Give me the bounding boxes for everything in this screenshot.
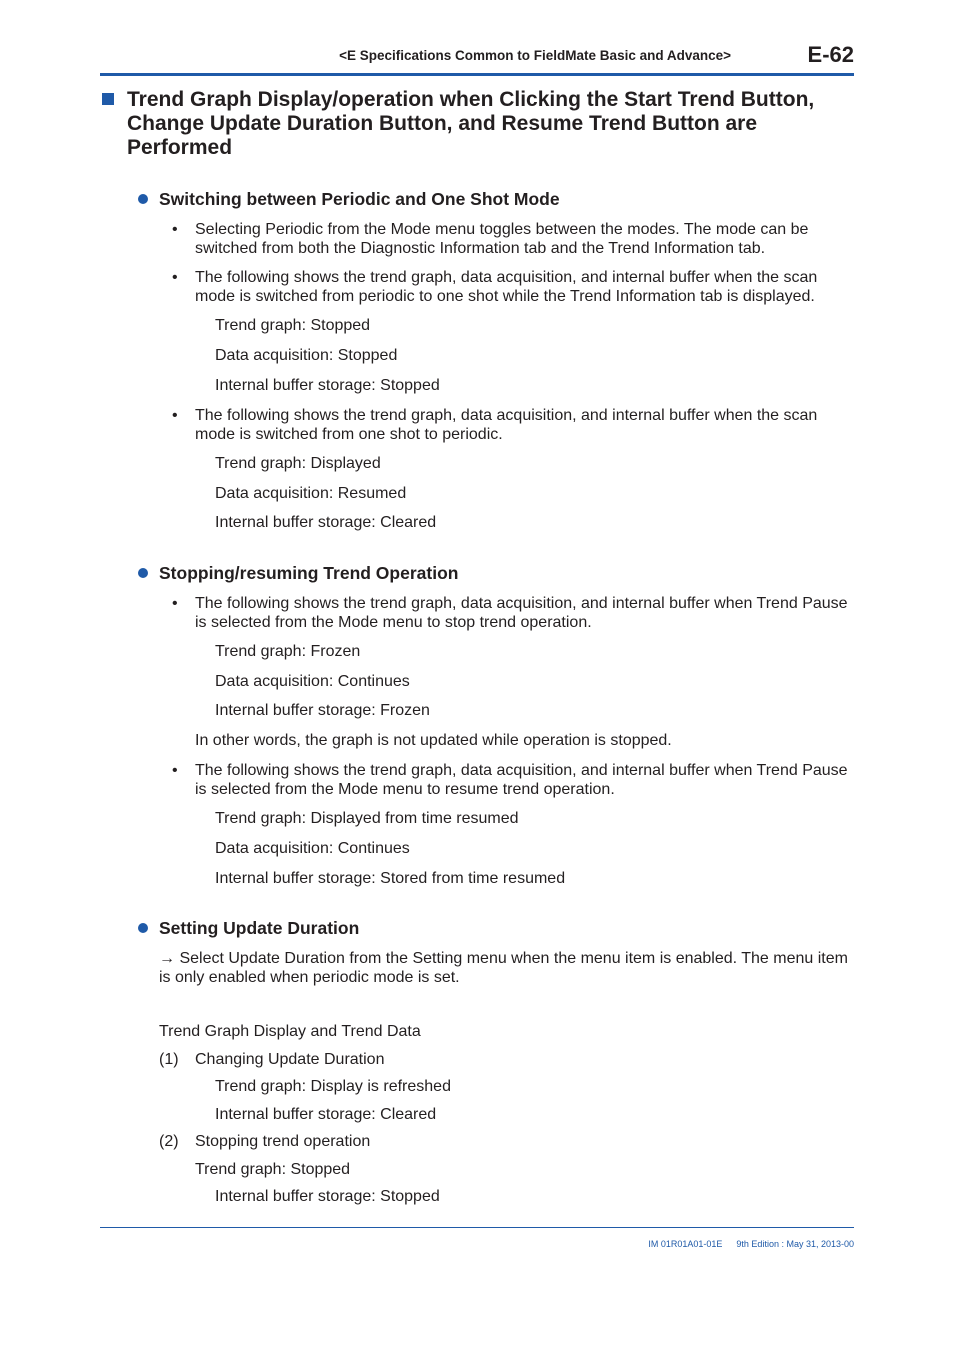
subsection-title-switching: Switching between Periodic and One Shot Mode <box>159 189 560 209</box>
item-number: (2) <box>159 1133 179 1150</box>
bullet-icon: • <box>172 595 178 612</box>
status-line: Trend graph: Displayed from time resumed <box>215 810 519 827</box>
paragraph: The following shows the trend graph, data acquisition, and internal buffer when Trend Pause is selected from the Mode menu to resume trend operation. <box>195 762 848 798</box>
status-line: Internal buffer storage: Cleared <box>215 514 437 531</box>
paragraph: The following shows the trend graph, data acquisition, and internal buffer when the scan mode is switched from periodic to one shot while the Trend Information tab is displayed. <box>195 269 818 305</box>
footer-rule <box>100 1227 854 1228</box>
paragraph: Selecting Periodic from the Mode menu toggles between the modes. The mode can be switched from both the Diagnostic Information tab and the Trend Information tab. <box>195 221 809 257</box>
status-line: Data acquisition: Resumed <box>215 485 407 502</box>
edition: 9th Edition : May 31, 2013-00 <box>736 1239 854 1249</box>
status-line: Trend graph: Display is refreshed <box>215 1078 451 1095</box>
status-line: Internal buffer storage: Frozen <box>215 702 430 719</box>
subsection-title-update: Setting Update Duration <box>159 918 360 938</box>
status-line: Trend graph: Frozen <box>215 643 361 660</box>
status-line: Trend graph: Stopped <box>195 1161 351 1178</box>
status-line: Internal buffer storage: Stopped <box>215 1188 440 1205</box>
running-header: <E Specifications Common to FieldMate Basic and Advance> <box>339 48 731 63</box>
subsection-bullet-icon <box>138 194 148 204</box>
status-line: Trend graph: Displayed <box>215 455 381 472</box>
header-rule <box>100 73 854 76</box>
subsection-bullet-icon <box>138 923 148 933</box>
page-number: E-62 <box>807 42 854 67</box>
bullet-icon: • <box>172 269 178 286</box>
status-line: Internal buffer storage: Stopped <box>215 377 440 394</box>
paragraph: The following shows the trend graph, data acquisition, and internal buffer when Trend Pause is selected from the Mode menu to stop trend operation. <box>195 595 848 631</box>
subsection-title-stopping: Stopping/resuming Trend Operation <box>159 563 459 583</box>
section-square-icon <box>102 93 114 105</box>
doc-id: IM 01R01A01-01E <box>648 1239 723 1249</box>
subhead-line: Trend Graph Display and Trend Data <box>159 1023 421 1040</box>
status-line: Data acquisition: Continues <box>215 673 410 690</box>
bullet-icon: • <box>172 407 178 424</box>
section-title: Trend Graph Display/operation when Clicking the Start Trend Button, Change Update Duration Button, and Resume Trend Button are Performed <box>127 88 815 159</box>
bullet-icon: • <box>172 762 178 779</box>
status-line: Internal buffer storage: Cleared <box>215 1106 437 1123</box>
item-label: Changing Update Duration <box>195 1051 385 1068</box>
item-label: Stopping trend operation <box>195 1133 371 1150</box>
status-line: Internal buffer storage: Stored from time resumed <box>215 870 566 887</box>
item-number: (1) <box>159 1051 179 1068</box>
paragraph: The following shows the trend graph, data acquisition, and internal buffer when the scan mode is switched from one shot to periodic. <box>195 407 818 443</box>
bullet-icon: • <box>172 221 178 238</box>
note-line: In other words, the graph is not updated while operation is stopped. <box>195 732 672 749</box>
footer <box>400 1239 854 1249</box>
status-line: Trend graph: Stopped <box>215 317 371 334</box>
paragraph: → Select Update Duration from the Setting menu when the menu item is enabled. The menu item is only enabled when periodic mode is set. <box>159 950 848 986</box>
status-line: Data acquisition: Stopped <box>215 347 398 364</box>
subsection-bullet-icon <box>138 568 148 578</box>
status-line: Data acquisition: Continues <box>215 840 410 857</box>
